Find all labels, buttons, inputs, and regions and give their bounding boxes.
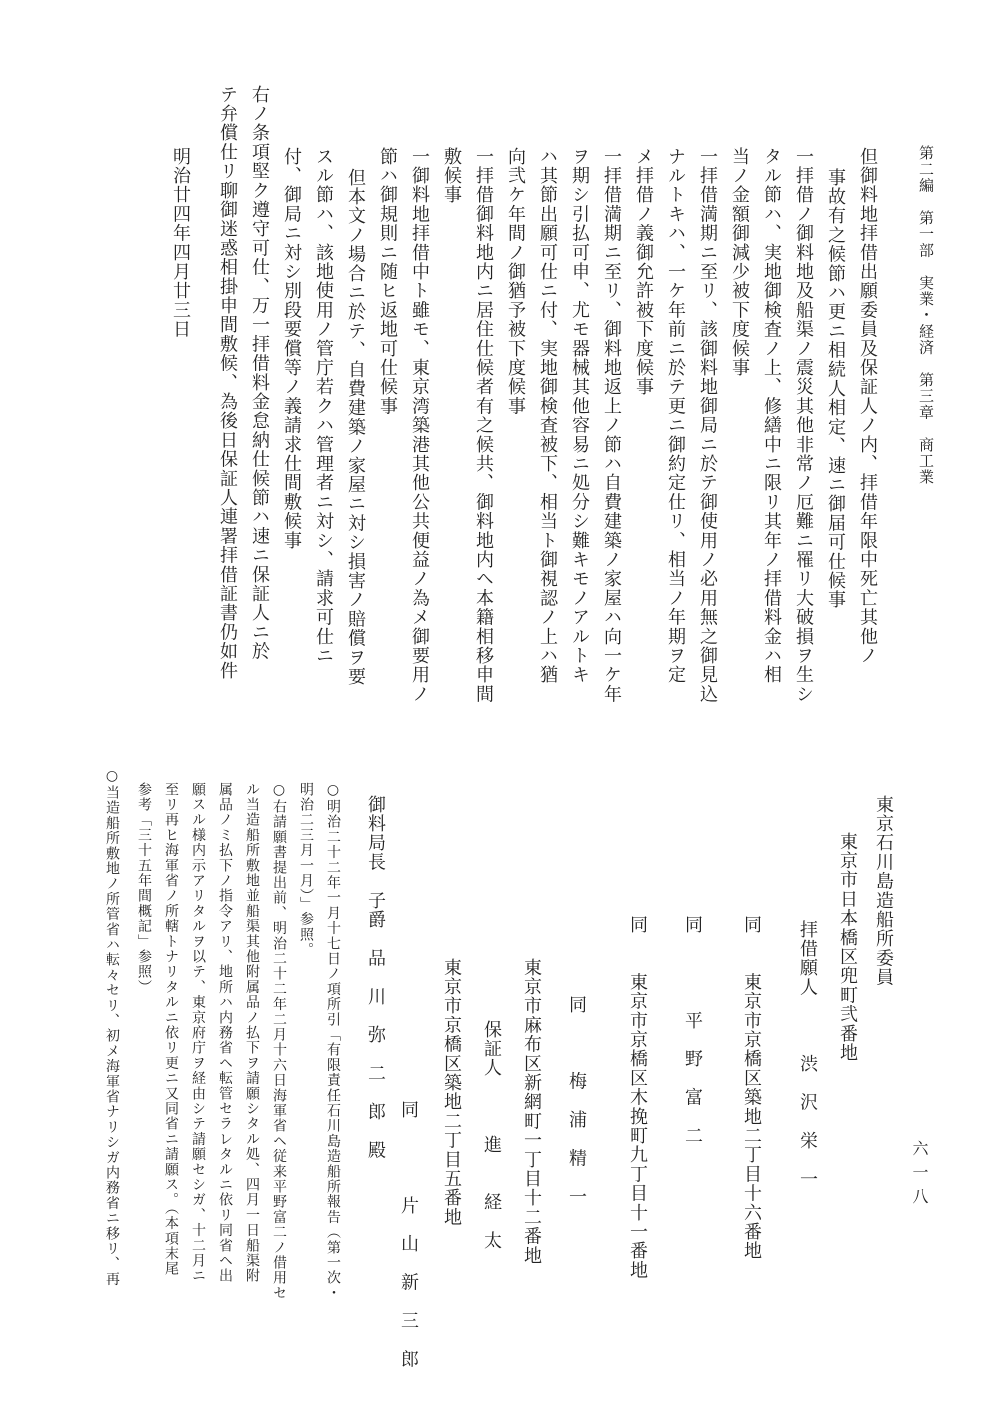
text-line: タル節ハ、実地御検査ノ上、修繕中ニ限リ其年ノ拝借料金ハ相 xyxy=(761,147,782,685)
text-line: 一拝借満期ニ至リ、御料地返上ノ節ハ自費建築ノ家屋ハ向一ケ年 xyxy=(601,147,622,704)
signatory-line: 同 梅 浦 精 一 xyxy=(566,995,587,1207)
signatory-line: 同 平 野 富 二 xyxy=(682,915,703,1146)
page-number: 六一八 xyxy=(910,1140,929,1212)
note-line: 参考「三十五年間概記」参照） xyxy=(136,782,152,995)
text-line: 一拝借ノ御料地及船渠ノ震災其他非常ノ厄難ニ罹リ大破損ヲ生シ xyxy=(793,147,814,704)
note-line: ○右請願書提出前、明治二十二年二月十六日海軍省ヘ従来平野富二ノ借用セ xyxy=(271,782,287,1301)
text-line: 一拝借満期ニ至リ、該御料地御局ニ於テ御使用ノ必用無之御見込 xyxy=(697,147,718,704)
text-line: メ拝借ノ義御允許被下度候事 xyxy=(633,147,654,397)
text-line: 節ハ御規則ニ随ヒ返地可仕候事 xyxy=(377,147,398,416)
note-line: ル当造船所敷地並船渠其他附属品ノ払下ヲ請願シタル処、四月一日船渠附 xyxy=(244,782,260,1284)
note-line: 属品ノミ払下ノ指令アリ、地所ハ内務省ヘ転管セラレタルニ依リ同省ヘ出 xyxy=(217,782,233,1284)
text-line: 向弐ケ年間ノ御猶予被下度候事 xyxy=(505,147,526,416)
address-line: 東京市麻布区新網町一丁目十二番地 xyxy=(521,958,542,1266)
note-line: 明治二三月一月）」参照。 xyxy=(298,782,314,958)
addressee-line: 御料局長 子爵 品 川 弥 二 郎 殿 xyxy=(365,795,386,1160)
text-line: 但御料地拝借出願委員及保証人ノ内、拝借年限中死亡其他ノ xyxy=(857,147,878,666)
note-line: ○明治二十二年一月十七日ノ項所引「有限責任石川島造船所報告（第一次・ xyxy=(325,782,341,1301)
text-line: 事故有之候節ハ更ニ相続人相定、速ニ御届可仕候事 xyxy=(825,168,846,610)
text-line: 付、御局ニ対シ別段要償等ノ義請求仕間敷候事 xyxy=(281,147,302,551)
text-line: 敷候事 xyxy=(441,147,462,205)
text-line: 当ノ金額御減少被下度候事 xyxy=(729,147,750,378)
committee-name: 東京石川島造船所委員 xyxy=(873,795,894,987)
text-line: 一御料地拝借中ト雖モ、東京湾築港其他公共便益ノ為メ御要用ノ xyxy=(409,147,430,704)
address-line: 東京市日本橋区兜町弐番地 xyxy=(837,832,858,1063)
running-title: 第二編 第一部 実業・経済 第三章 商工業 xyxy=(917,145,935,486)
signatory-line: 同 東京市京橋区木挽町九丁目十一番地 xyxy=(627,915,648,1280)
signatory-line: 同 東京市京橋区築地二丁目十六番地 xyxy=(741,915,762,1261)
text-line: ハ其節出願可仕ニ付、実地御検査被下、相当ト御視認ノ上ハ猶 xyxy=(537,147,558,685)
signatory-line: 同 片 山 新 三 郎 xyxy=(398,1100,419,1369)
signatory-line: 保証人 進 経 太 xyxy=(481,1020,502,1251)
text-line: 右ノ条項堅ク遵守可仕、万一拝借料金怠納仕候節ハ速ニ保証人ニ於 xyxy=(249,85,270,661)
text-line: 一拝借御料地内ニ居住仕候者有之候共、御料地内ヘ本籍相移申間 xyxy=(473,147,494,704)
text-line: ヲ期シ引払可申、尤モ器械其他容易ニ処分シ難キモノアルトキ xyxy=(569,147,590,685)
text-line: テ弁償仕リ聊御迷惑相掛申間敷候、為後日保証人連署拝借証書仍如件 xyxy=(217,85,238,681)
text-line: ナルトキハ、一ケ年前ニ於テ更ニ御約定仕リ、相当ノ年期ヲ定 xyxy=(665,147,686,685)
text-line: スル節ハ、該地使用ノ管庁若クハ管理者ニ対シ、請求可仕ニ xyxy=(313,147,334,666)
text-line: 但本文ノ場合ニ於テ、自費建築ノ家屋ニ対シ損害ノ賠償ヲ要 xyxy=(345,168,366,687)
signatory-line: 拝借願人 渋 沢 栄 一 xyxy=(797,920,818,1189)
note-line: 至リ再ヒ海軍省ノ所轄トナリタルニ依リ更ニ又同省ニ請願ス。（本項末尾 xyxy=(163,782,179,1277)
date-line: 明治廿四年四月廿三日 xyxy=(170,147,191,339)
address-line: 東京市京橋区築地二丁目五番地 xyxy=(441,958,462,1227)
note-line: 願スル様内示アリタルヲ以テ、東京府庁ヲ経由シテ請願セシガ、十二月ニ xyxy=(190,782,206,1284)
note-line: ○当造船所敷地ノ所管省ハ転々セリ、初メ海軍省ナリシガ内務省ニ移リ、再 xyxy=(104,768,120,1287)
